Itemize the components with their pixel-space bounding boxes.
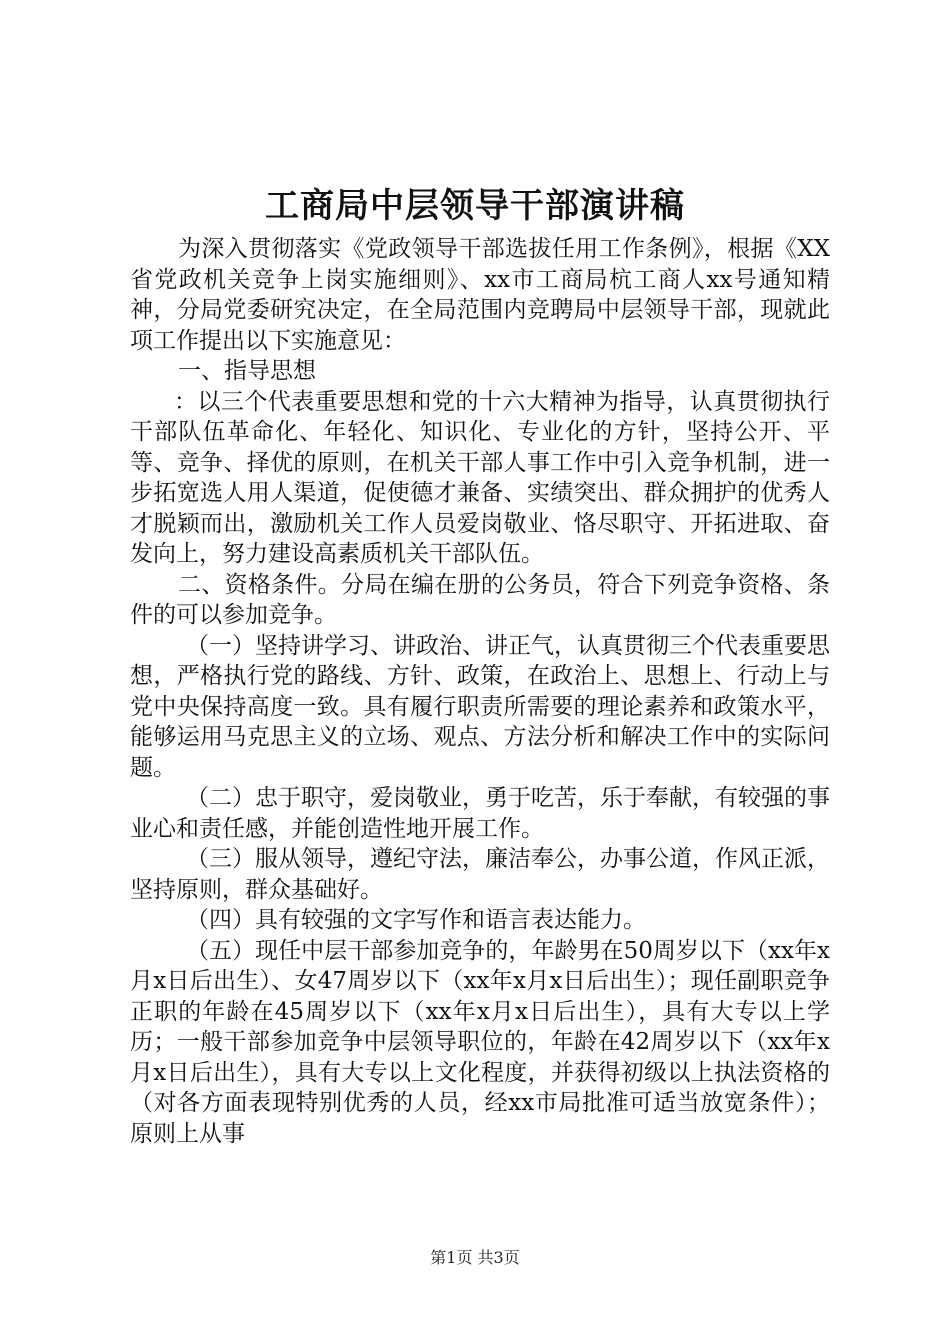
intro-paragraph: 为深入贯彻落实《党政领导干部选拔任用工作条例》，根据《XX省党政机关竞争上岗实施细则》、xx市工商局杭工商人xx号通知精神，分局党委研究决定，在全局范围内竞聘局中层领导干部，现就此项工作提出以下实施意见： [130, 236, 830, 354]
section-heading-qualifications: 二、资格条件。分局在编在册的公务员，符合下列竞争资格、条件的可以参加竞争。 [130, 571, 830, 628]
qualification-item-1: （一）坚持讲学习、讲政治、讲正气，认真贯彻三个代表重要思想，严格执行党的路线、方针、政策，在政治上、思想上、行动上与党中央保持高度一致。具有履行职责所需要的理论素养和政策水平，能够运用马克思主义的立场、观点、方法分析和解决工作中的实际问题。 [130, 632, 830, 781]
page-number-footer: 第1页 共3页 [430, 1248, 520, 1267]
qualification-item-3: （三）服从领导，遵纪守法，廉洁奉公，办事公道，作风正派，坚持原则，群众基础好。 [130, 846, 830, 903]
section-heading-guiding-thought: 一、指导思想 [178, 358, 316, 384]
qualification-item-4: （四）具有较强的文字写作和语言表达能力。 [186, 907, 646, 933]
qualification-item-2: （二）忠于职守，爱岗敬业，勇于吃苦，乐于奉献，有较强的事业心和责任感，并能创造性地开展工作。 [130, 785, 830, 842]
qualification-item-5: （五）现任中层干部参加竞争的，年龄男在50周岁以下（xx年x月x日后出生）、女47周岁以下（xx年x月x日后出生）；现任副职竞争正职的年龄在45周岁以下（xx年x月x日后出生），具有大专以上学历；一般干部参加竞争中层领导职位的，年龄在42周岁以下（xx年x月x日后出生），具有大专以上文化程度，并获得初级以上执法资格的（对各方面表现特别优秀的人员，经xx市局批准可适当放宽条件）；原则上从事 [130, 937, 830, 1147]
guiding-thought-paragraph: ：以三个代表重要思想和党的十六大精神为指导，认真贯彻执行干部队伍革命化、年轻化、知识化、专业化的方针，坚持公开、平等、竞争、择优的原则，在机关干部人事工作中引入竞争机制，进一步拓宽选人用人渠道，促使德才兼备、实绩突出、群众拥护的优秀人才脱颖而出，激励机关工作人员爱岗敬业、恪尽职守、开拓进取、奋发向上，努力建设高素质机关干部队伍。 [130, 388, 830, 567]
document-body [130, 234, 830, 1149]
document-title: 工商局中层领导干部演讲稿 [265, 186, 685, 226]
